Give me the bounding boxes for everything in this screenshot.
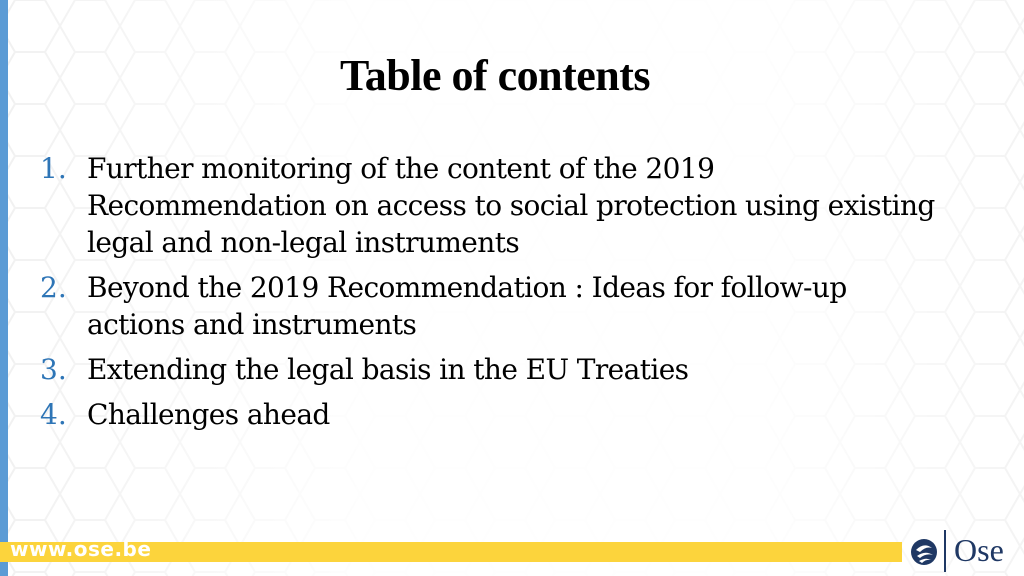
toc-item-text: Extending the legal basis in the EU Treaties: [87, 353, 689, 386]
toc-item: [36, 150, 936, 261]
toc-item-number: 1.: [40, 152, 67, 185]
logo-text: Ose: [954, 532, 1004, 568]
footer-url[interactable]: www.ose.be: [10, 537, 152, 561]
toc-item: [36, 351, 936, 388]
slide-title: Table of contents: [339, 51, 651, 100]
toc-item-number: 4.: [40, 398, 67, 431]
toc-item: [36, 269, 936, 343]
toc-item-text: Further monitoring of the content of the 2019 Recommendation on access to social protection using existing legal and non-legal instruments: [87, 152, 935, 259]
toc-item-text: Challenges ahead: [87, 398, 330, 431]
toc-item-number: 3.: [40, 353, 67, 386]
toc-item-text: Beyond the 2019 Recommendation : Ideas for follow-up actions and instruments: [87, 271, 847, 341]
toc-item-number: 2.: [40, 271, 67, 304]
table-of-contents-list: [36, 150, 936, 441]
toc-item: [36, 396, 936, 433]
